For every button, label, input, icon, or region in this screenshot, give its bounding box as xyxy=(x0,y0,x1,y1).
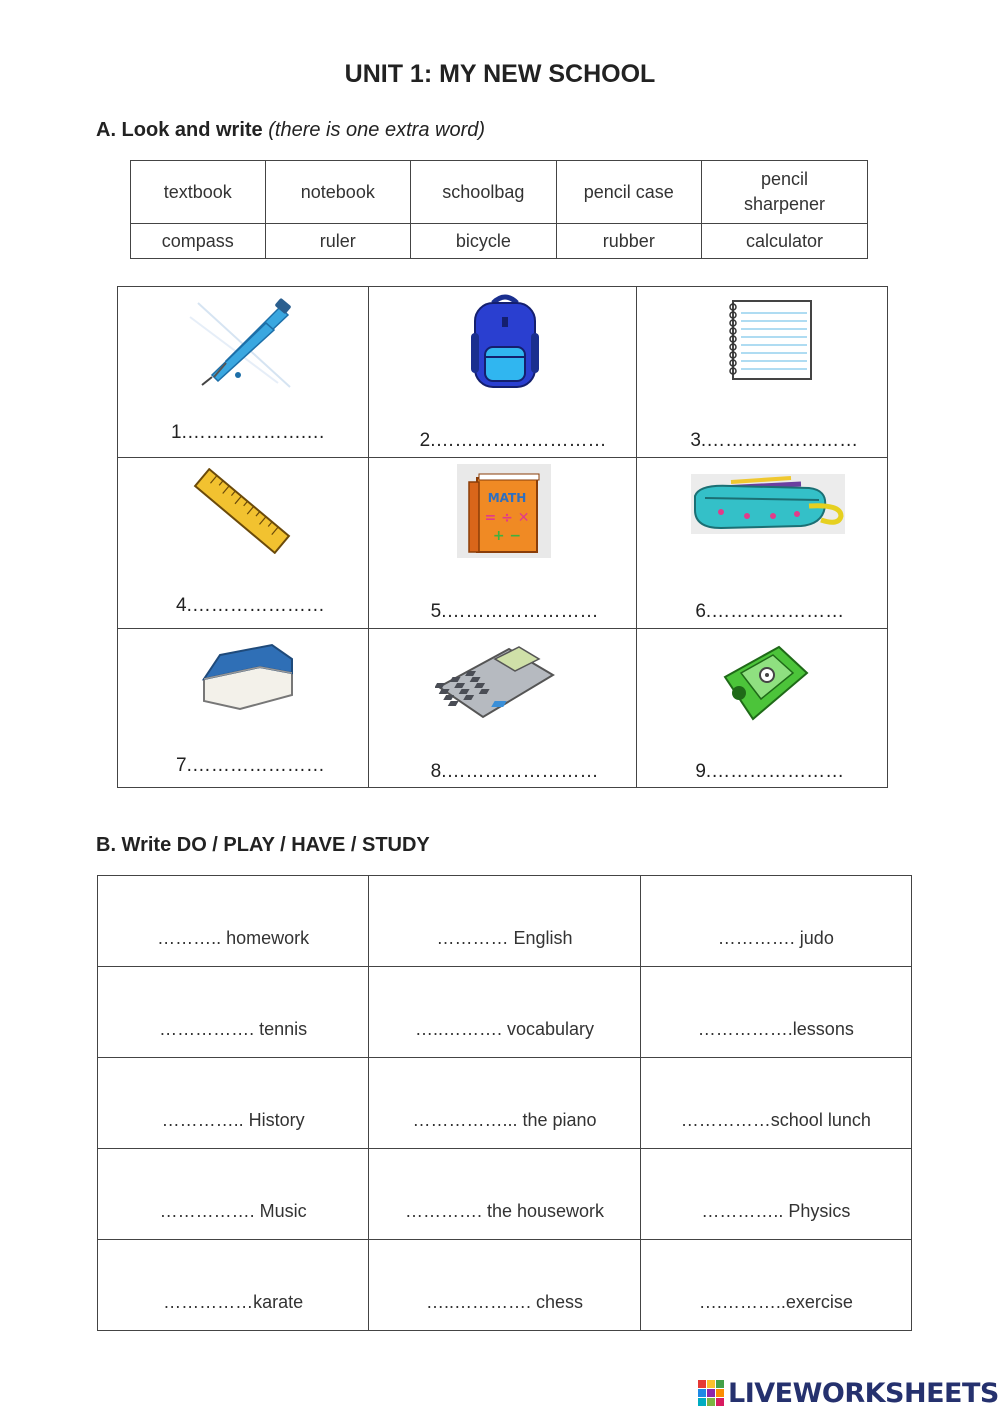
textbook-icon xyxy=(457,464,551,558)
verb-cell[interactable]: ………… English xyxy=(369,876,640,967)
verb-table xyxy=(97,875,912,1331)
verb-cell[interactable]: ……………. tennis xyxy=(98,967,369,1058)
verb-cell[interactable]: …………….lessons xyxy=(640,967,911,1058)
textbook-cover-text: MATH xyxy=(487,491,526,505)
picture-cell xyxy=(637,629,888,788)
word-bank-cell: pencil case xyxy=(556,161,701,224)
picture-cell xyxy=(118,458,369,629)
svg-text:= ÷ ✕: = ÷ ✕ xyxy=(484,510,530,526)
answer-blank[interactable]: 9.………………… xyxy=(695,761,845,782)
picture-cell xyxy=(118,629,369,788)
table-row xyxy=(98,876,912,967)
table-row xyxy=(98,1058,912,1149)
answer-blank[interactable]: 4.………………… xyxy=(176,595,325,616)
rubber-icon xyxy=(200,639,296,720)
compass-icon xyxy=(188,295,298,395)
answer-blank[interactable]: 6.………………… xyxy=(695,601,845,622)
word-bank-cell: pencil sharpener xyxy=(701,161,867,224)
notebook-icon xyxy=(723,297,815,388)
calculator-icon xyxy=(435,645,555,726)
svg-text:+ −: + − xyxy=(492,528,521,544)
answer-blank[interactable]: 8.…………………… xyxy=(430,761,599,782)
verb-cell[interactable]: …………. judo xyxy=(640,876,911,967)
verb-cell[interactable]: ……………. Music xyxy=(98,1149,369,1240)
ruler-icon xyxy=(192,468,292,559)
pencil-sharpener-icon xyxy=(721,643,811,728)
section-a-heading xyxy=(96,119,485,142)
verb-cell[interactable]: ……………... the piano xyxy=(369,1058,640,1149)
table-row xyxy=(98,1149,912,1240)
picture-cell xyxy=(637,287,888,458)
verb-cell[interactable]: ……………school lunch xyxy=(640,1058,911,1149)
word-bank-table xyxy=(130,160,868,259)
section-b-heading: B. Write DO / PLAY / HAVE / STUDY xyxy=(96,834,430,856)
table-row xyxy=(98,1240,912,1331)
answer-blank[interactable]: 3.…………………… xyxy=(690,430,859,451)
picture-cell xyxy=(368,629,637,788)
word-bank-cell: rubber xyxy=(556,224,701,259)
table-row xyxy=(98,967,912,1058)
verb-cell[interactable]: ……………karate xyxy=(98,1240,369,1331)
page-title: UNIT 1: MY NEW SCHOOL xyxy=(344,60,656,88)
verb-cell[interactable]: ………….. History xyxy=(98,1058,369,1149)
section-a-title: A. Look and write xyxy=(96,119,263,141)
picture-cell xyxy=(118,287,369,458)
schoolbag-icon xyxy=(469,293,541,394)
word-bank-cell: textbook xyxy=(131,161,266,224)
verb-cell[interactable]: ………….. Physics xyxy=(640,1149,911,1240)
section-a-instruction: (there is one extra word) xyxy=(268,119,486,141)
picture-cell xyxy=(637,458,888,629)
verb-cell[interactable]: …..………. vocabulary xyxy=(369,967,640,1058)
picture-cell xyxy=(368,458,637,629)
logo-text: LIVEWORKSHEETS xyxy=(728,1377,999,1409)
verb-cell[interactable]: ….………..exercise xyxy=(640,1240,911,1331)
verb-cell[interactable]: ……….. homework xyxy=(98,876,369,967)
word-bank-cell: notebook xyxy=(265,161,411,224)
pencil-case-icon xyxy=(691,474,845,534)
answer-blank[interactable]: 2.……………………… xyxy=(419,430,607,451)
picture-grid xyxy=(117,286,888,788)
picture-cell xyxy=(368,287,637,458)
logo-grid-icon xyxy=(698,1380,724,1406)
answer-blank[interactable]: 7.………………… xyxy=(176,755,325,776)
verb-cell[interactable]: …..…………. chess xyxy=(369,1240,640,1331)
word-bank-cell: ruler xyxy=(265,224,411,259)
liveworksheets-logo xyxy=(698,1378,999,1408)
word-bank-cell: bicycle xyxy=(411,224,557,259)
word-bank-cell: compass xyxy=(131,224,266,259)
word-bank-cell: calculator xyxy=(701,224,867,259)
verb-cell[interactable]: …………. the housework xyxy=(369,1149,640,1240)
answer-blank[interactable]: 1.……………….… xyxy=(171,422,326,443)
answer-blank[interactable]: 5.…………………… xyxy=(430,601,599,622)
word-bank-cell: schoolbag xyxy=(411,161,557,224)
